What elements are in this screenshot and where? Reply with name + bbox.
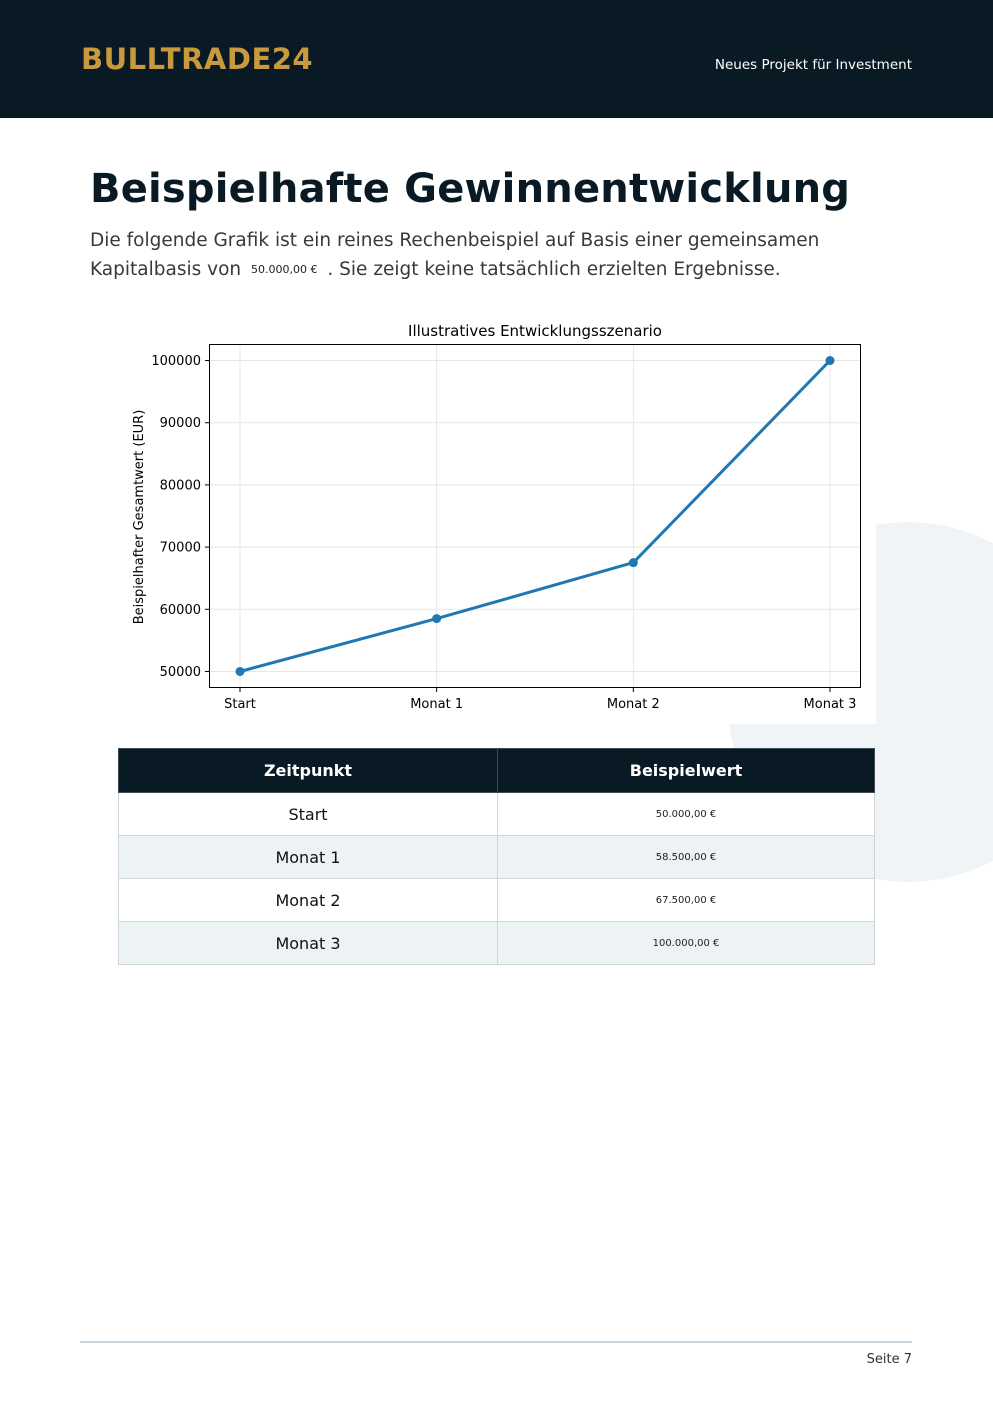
table-cell-value: 50.000,00 €	[498, 793, 875, 836]
chart-ticks	[151, 354, 856, 712]
x-tick-label: Monat 3	[803, 697, 857, 712]
y-tick-label: 50000	[159, 664, 201, 680]
series-markers	[236, 356, 835, 676]
table-cell-value: 67.500,00 €	[498, 879, 875, 922]
values-table	[118, 748, 875, 965]
page-number: Seite 7	[866, 1352, 912, 1367]
data-point	[432, 614, 441, 623]
table-cell-value: 58.500,00 €	[498, 836, 875, 879]
table-row	[119, 836, 875, 879]
column-header-zeitpunkt: Zeitpunkt	[119, 749, 498, 793]
plot-frame	[210, 345, 861, 688]
column-header-beispielwert: Beispielwert	[498, 749, 875, 793]
y-tick-label: 80000	[159, 478, 201, 494]
series-line	[240, 361, 830, 672]
page-header	[0, 0, 993, 118]
x-tick-label: Monat 2	[606, 697, 660, 712]
table-cell-time: Monat 2	[119, 879, 498, 922]
y-tick-label: 90000	[159, 416, 201, 432]
table-row	[119, 922, 875, 965]
data-point	[629, 558, 638, 567]
intro-text-start: Die folgende Grafik ist ein reines Rechenbeispiel auf Basis einer gemeinsamen Kapitalbasis von	[90, 230, 820, 280]
page-title: Beispielhafte Gewinnentwicklung	[90, 166, 851, 212]
data-point	[826, 356, 835, 365]
table-cell-time: Monat 3	[119, 922, 498, 965]
chart-grid	[210, 345, 860, 687]
footer-divider	[80, 1341, 912, 1343]
intro-amount: 50.000,00 €	[251, 263, 318, 276]
chart-title: Illustratives Entwicklungsszenario	[408, 322, 662, 340]
x-tick-label: Monat 1	[410, 697, 464, 712]
line-chart	[120, 310, 880, 730]
table-header-row	[119, 749, 875, 793]
data-point	[236, 667, 245, 676]
intro-paragraph	[90, 226, 910, 286]
table-row	[119, 793, 875, 836]
y-tick-label: 100000	[151, 354, 201, 370]
x-tick-label: Start	[224, 697, 256, 712]
table-cell-time: Monat 1	[119, 836, 498, 879]
intro-text-end: . Sie zeigt keine tatsächlich erzielten Ergebnisse.	[327, 259, 781, 280]
table-cell-value: 100.000,00 €	[498, 922, 875, 965]
y-tick-label: 70000	[159, 540, 201, 556]
brand-logo-text: BULLTRADE24	[81, 42, 314, 76]
y-axis-label: Beispielhafter Gesamtwert (EUR)	[132, 409, 147, 625]
y-tick-label: 60000	[159, 602, 201, 618]
table-row	[119, 879, 875, 922]
header-subtitle: Neues Projekt für Investment	[714, 57, 912, 73]
table-cell-time: Start	[119, 793, 498, 836]
